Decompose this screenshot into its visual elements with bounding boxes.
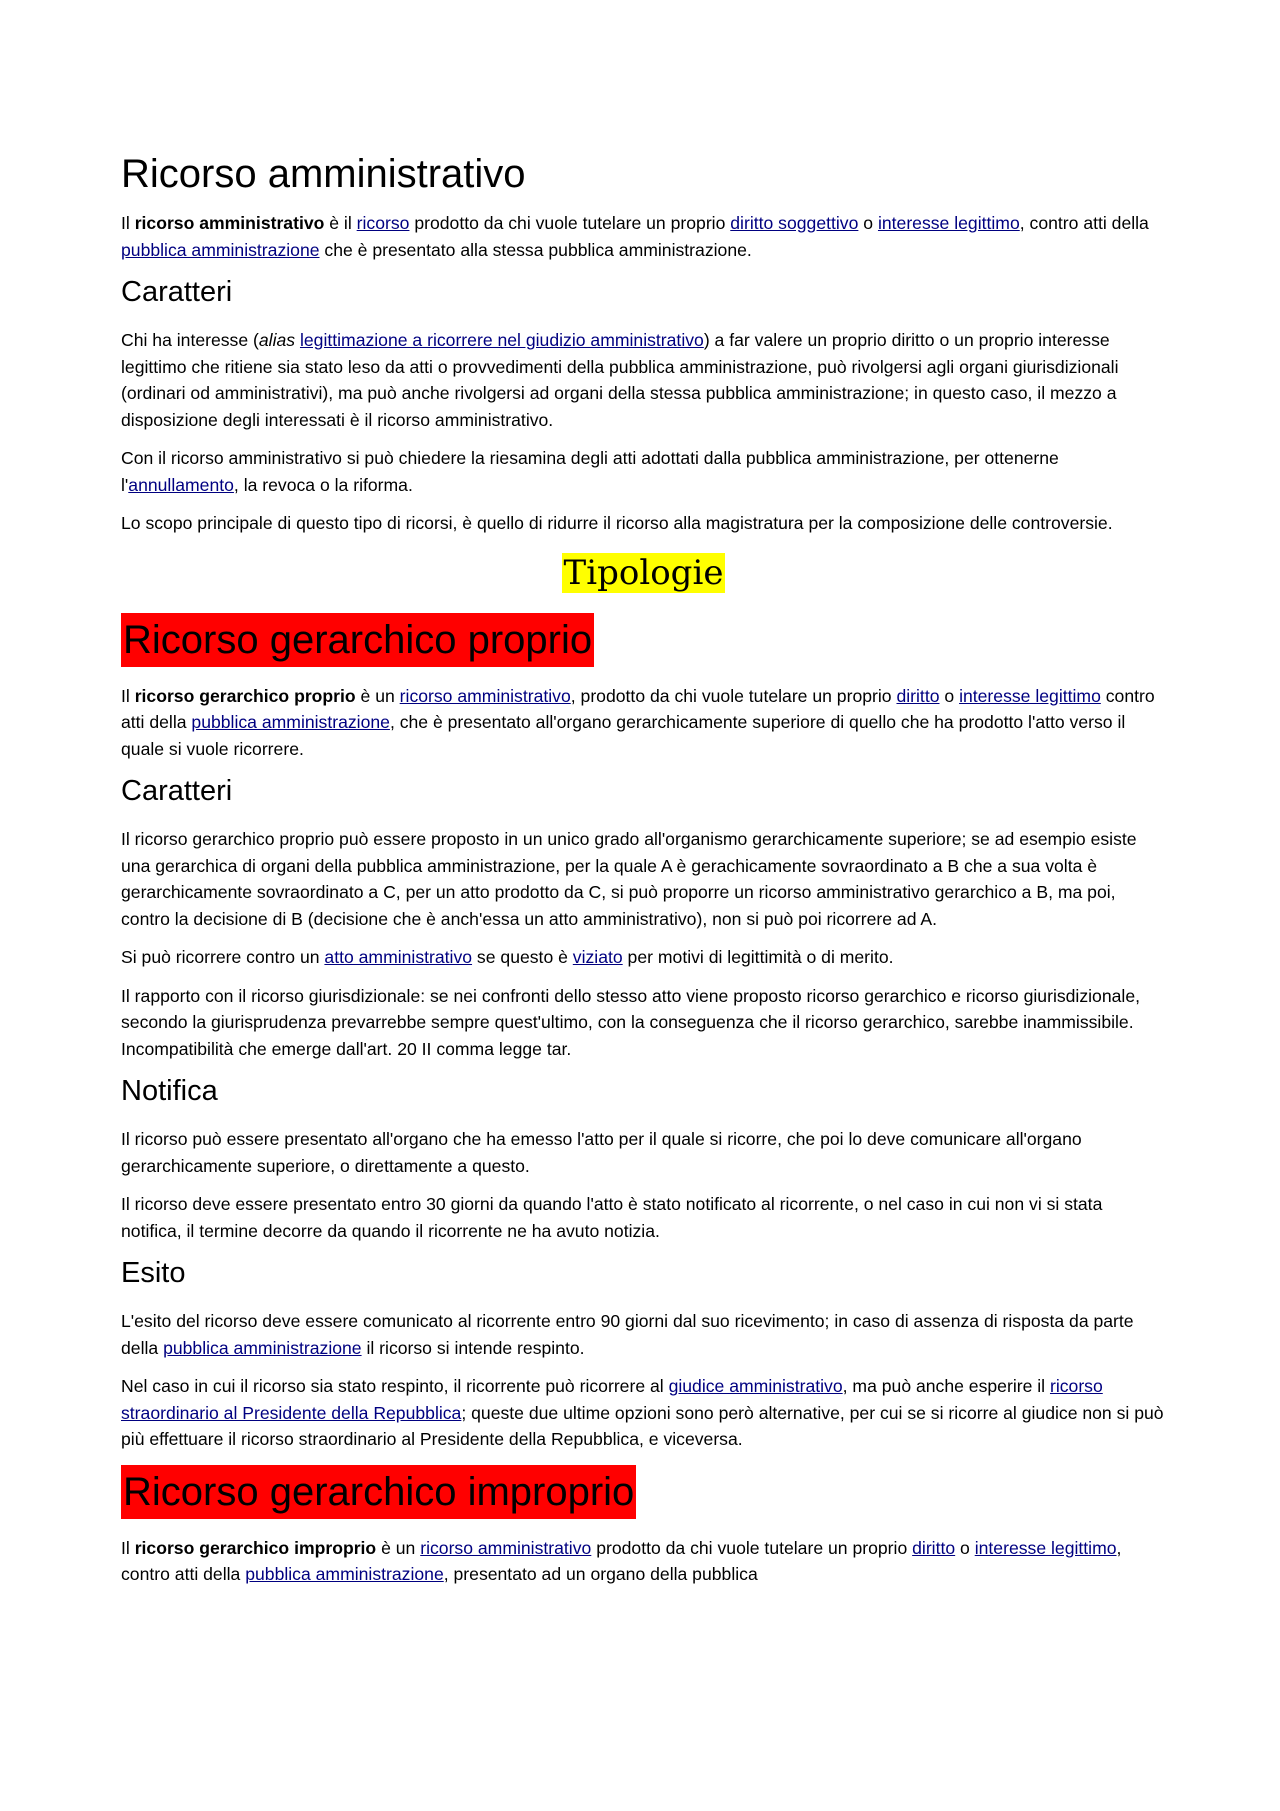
text: Chi ha interesse ( (121, 330, 259, 350)
text: ) a far valere un proprio diritto o un proprio interesse legittimo che ritiene sia stato leso da atti o provvedimenti della pubblica amministrazione, può rivolgersi agli organi giurisdizionali (ordinari od amministrativi), ma può anche rivolgersi ad organi della stessa pubblica amministrazione; in questo caso, il mezzo a disposizione degli interessati è il ricorso amministrativo. (121, 330, 1119, 430)
text: il ricorso si intende respinto. (361, 1337, 585, 1358)
text: o (955, 1537, 975, 1558)
heading-esito: Esito (121, 1257, 186, 1289)
link-pubblica-amministrazione[interactable]: pubblica amministrazione (163, 1337, 362, 1358)
link-interesse-legittimo[interactable]: interesse legittimo (959, 685, 1101, 706)
link-atto-amministrativo[interactable]: atto amministrativo (324, 947, 473, 967)
link-diritto[interactable]: diritto (896, 685, 940, 706)
bold-term: ricorso gerarchico improprio (134, 1537, 377, 1558)
proprio-caratteri-2 (121, 944, 1166, 971)
link-pubblica-amministrazione[interactable]: pubblica amministrazione (121, 239, 320, 260)
caratteri-paragraph-3: Lo scopo principale di questo tipo di ricorsi, è quello di ridurre il ricorso alla magistratura per la composizione delle controversie. (121, 513, 1113, 533)
link-ricorso[interactable]: ricorso (356, 213, 410, 233)
link-ricorso-amministrativo[interactable]: ricorso amministrativo (420, 1537, 592, 1558)
text: o (858, 213, 878, 233)
text: Si può ricorrere contro un (121, 947, 325, 967)
text: prodotto da chi vuole tutelare un proprio (409, 213, 731, 233)
heading-caratteri: Caratteri (121, 276, 233, 308)
text: , che è presentato all'organo gerarchicamente superiore di quello che ha prodotto l'atto verso il quale si vuole ricorrere. (121, 712, 1126, 759)
text: Il (121, 685, 135, 706)
caratteri-paragraph-2 (121, 445, 1166, 498)
notifica-paragraph-2: Il ricorso deve essere presentato entro 30 giorni da quando l'atto è stato notificato al ricorrente, o nel caso in cui non vi si stata notifica, il termine decorre da quando il ricorrente ne ha avuto notizia. (121, 1194, 1103, 1241)
tipologie-heading: Tipologie (563, 552, 724, 593)
link-giudice-amministrativo[interactable]: giudice amministrativo (668, 1376, 843, 1396)
proprio-caratteri-1: Il ricorso gerarchico proprio può essere proposto in un unico grado all'organismo gerarchicamente superiore; se ad esempio esiste una gerarchica di organi della pubblica amministrazione, per la quale A è gerachicamente sovraordinato a B che a sua volta è gerarchicamente sovraordinato a C, per un atto prodotto da C, si può proporre un ricorso amministrativo gerarchico a B, ma poi, contro la decisione di B (decisione che è anch'essa un atto amministrativo), non si può poi ricorrere ad A. (121, 829, 1137, 929)
italic-term: alias (258, 330, 296, 350)
link-diritto-soggettivo[interactable]: diritto soggettivo (730, 213, 859, 233)
text: o (939, 685, 960, 706)
text: , ma può anche esperire il (842, 1376, 1050, 1396)
text: ; queste due ultime opzioni sono però alternative, per cui se si ricorre al giudice non si può più effettuare il ricorso straordinario al Presidente della Repubblica, e viceversa. (121, 1402, 1164, 1449)
text: , presentato ad un organo della pubblica (443, 1564, 758, 1584)
caratteri-paragraph-1 (121, 327, 1166, 433)
text: prodotto da chi vuole tutelare un proprio (591, 1537, 913, 1558)
link-pubblica-amministrazione[interactable]: pubblica amministrazione (245, 1564, 444, 1584)
text: per motivi di legittimità o di merito. (622, 947, 894, 967)
link-interesse-legittimo[interactable]: interesse legittimo (974, 1537, 1117, 1558)
link-ricorso-amministrativo[interactable]: ricorso amministrativo (399, 685, 571, 706)
text: Con il ricorso amministrativo si può chiedere la riesamina degli atti adottati dalla pubblica amministrazione, per ottenerne l' (121, 448, 1059, 495)
esito-paragraph-1 (121, 1308, 1166, 1361)
notifica-paragraph-1: Il ricorso può essere presentato all'organo che ha emesso l'atto per il quale si ricorre, che poi lo deve comunicare all'organo gerarchicamente superiore, o direttamente a questo. (121, 1129, 1082, 1176)
bold-term: ricorso gerarchico proprio (134, 685, 356, 706)
text: , contro atti della (1019, 213, 1149, 233)
text: , prodotto da chi vuole tutelare un proprio (570, 685, 897, 706)
text: , contro atti della (121, 1537, 1122, 1584)
tipologie-heading-wrap (121, 551, 1166, 595)
text: contro atti della (121, 685, 1155, 732)
page-title: Ricorso amministrativo (121, 152, 526, 196)
proprio-intro (121, 683, 1166, 763)
improprio-heading-wrap (121, 1465, 1166, 1529)
text: , la revoca o la riforma. (233, 474, 413, 495)
improprio-intro (121, 1535, 1166, 1588)
text: è un (355, 685, 400, 706)
link-legittimazione[interactable]: legittimazione a ricorrere nel giudizio amministrativo (299, 330, 704, 350)
text: che è presentato alla stessa pubblica amministrazione. (319, 239, 752, 260)
link-viziato[interactable]: viziato (572, 947, 623, 967)
text: Il (121, 1537, 135, 1558)
document-page (121, 150, 1166, 1600)
link-annullamento[interactable]: annullamento (128, 474, 234, 495)
heading-ricorso-gerarchico-proprio: Ricorso gerarchico proprio (121, 613, 594, 667)
intro-paragraph (121, 210, 1166, 263)
proprio-caratteri-3: Il rapporto con il ricorso giurisdizionale: se nei confronti dello stesso atto viene proposto ricorso gerarchico e ricorso giurisdizionale, secondo la giurisprudenza prevarrebbe sempre quest'ultimo, con la conseguenza che il ricorso gerarchico, sarebbe inammissibile. Incompatibilità che emerge dall'art. 20 II comma legge tar. (121, 985, 1140, 1059)
proprio-heading-wrap (121, 613, 1166, 677)
link-pubblica-amministrazione[interactable]: pubblica amministrazione (191, 712, 390, 732)
text: è un (376, 1537, 421, 1558)
text: Il (121, 213, 135, 233)
link-interesse-legittimo[interactable]: interesse legittimo (877, 213, 1020, 233)
esito-paragraph-2 (121, 1373, 1166, 1453)
text: L'esito del ricorso deve essere comunicato al ricorrente entro 90 giorni dal suo ricevimento; in caso di assenza di risposta da parte della (121, 1311, 1134, 1358)
heading-notifica: Notifica (121, 1075, 218, 1107)
heading-caratteri-proprio: Caratteri (121, 775, 233, 807)
text: Nel caso in cui il ricorso sia stato respinto, il ricorrente può ricorrere al (121, 1376, 669, 1396)
text: è il (324, 213, 357, 233)
text: se questo è (472, 947, 573, 967)
link-ricorso-straordinario[interactable]: ricorso straordinario al Presidente della Repubblica (121, 1376, 1103, 1423)
bold-term: ricorso amministrativo (134, 213, 325, 233)
link-diritto[interactable]: diritto (912, 1537, 956, 1558)
heading-ricorso-gerarchico-improprio: Ricorso gerarchico improprio (121, 1465, 636, 1519)
